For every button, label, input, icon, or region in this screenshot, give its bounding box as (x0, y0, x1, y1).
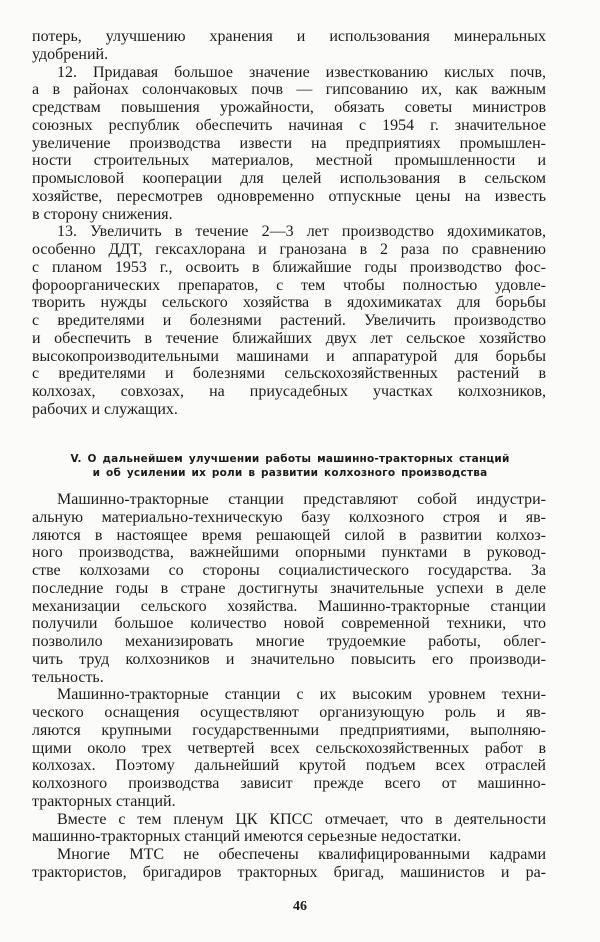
text-line: особенно ДДТ, гексахлорана и гранозана в 2 раза по сравнению (32, 241, 546, 258)
text-line: 13. Увеличить в течение 2—3 лет производство ядохимикатов, (57, 223, 546, 241)
text-line: Вместе с тем пленум ЦК КПСС отмечает, что в деятельности (57, 810, 546, 828)
paragraph (32, 811, 546, 847)
text-line: высокопроизводительными машинами и аппаратурой для борьбы (32, 347, 546, 365)
text-line: колхозах. Поэтому дальнейший крутой подъем всех отраслей (32, 757, 546, 775)
text-line: Машинно-тракторные станции с их высоким уровнем техни- (57, 686, 546, 704)
text-line: механизации сельского хозяйства. Машинно-тракторные станции (32, 597, 546, 615)
text-line: получили большое количество новой современной техники, что (32, 615, 546, 633)
text-line: трактористов, бригадиров тракторных бригад, машинистов и ра- (32, 863, 546, 881)
section-heading (40, 453, 540, 480)
paragraph (32, 491, 546, 686)
text-line: Многие МТС не обеспечены квалифицированными кадрами (57, 846, 546, 863)
text-line: с вредителями и болезнями растений. Увеличить производство (32, 312, 546, 329)
text-line: союзных республик обеспечить начиная с 1954 г. значительное (32, 116, 546, 134)
top-text-section (32, 28, 546, 419)
text-line: тельность. (32, 668, 104, 686)
text-line: колхозного производства зависит прежде всего от машинно- (32, 775, 546, 792)
text-line: творить нужды сельского хозяйства в ядохимикатах для борьбы (32, 294, 546, 312)
page-number: 46 (293, 899, 307, 914)
text-line: Машинно-тракторные станции представляют собой индустри- (57, 491, 546, 508)
text-line: хозяйстве, пересмотрев одновременно отпускные цены на известь (32, 187, 546, 205)
text-line: с планом 1953 г., освоить в ближайшие годы производство фос- (32, 258, 546, 276)
text-line: промысловой кооперации для целей использования в сельском (32, 170, 546, 187)
text-line: увеличение производства извести на предприятиях промышлен- (32, 134, 546, 152)
text-line: колхозах, совхозах, на приусадебных участках колхозников, (32, 383, 546, 400)
text-line: рабочих и служащих. (32, 400, 178, 418)
text-line: стве колхозами со стороны социалистического государства. За (32, 562, 546, 579)
text-line: а в районах солончаковых почв — гипсованию их, как важным (32, 81, 546, 99)
text-line: ности строительных материалов, местной промышленности и (32, 152, 546, 170)
text-line: щими около трех четвертей всех сельскохозяйственных работ в (32, 739, 546, 757)
text-line: в сторону снижения. (32, 205, 173, 223)
text-line: и обеспечить в течение ближайших двух лет сельское хозяйство (32, 329, 546, 347)
text-line: машинно-тракторных станций имеются серьезные недостатки. (32, 828, 462, 846)
text-line: ляются в настоящее время решающей силой в развитии колхоз- (32, 526, 546, 544)
text-line: потерь, улучшению хранения и использования минеральных (32, 28, 546, 45)
text-line: ческого оснащения осуществляют организующую роль и яв- (32, 704, 546, 721)
section-heading-line: и об усилении их роли в развитии колхозного производства (92, 466, 488, 479)
text-line: ного производства, важнейшими опорными пунктами в руковод- (32, 544, 546, 562)
paragraph (32, 28, 546, 64)
paragraph (32, 686, 546, 810)
text-line: фороорганических препаратов, с тем чтобы полностью удовле- (32, 276, 546, 294)
body-text-section (32, 491, 546, 882)
text-line: чить труд колхозников и значительно повысить его производи- (32, 650, 546, 668)
text-line: удобрений. (32, 45, 109, 63)
text-line: альную материально-техническую базу колхозного строя и яв- (32, 508, 546, 526)
text-line: ляются крупными государственными предприятиями, выполняю- (32, 721, 546, 739)
paragraph (32, 223, 546, 418)
text-line: средствам повышения урожайности, обязать советы министров (32, 99, 546, 116)
paragraph (32, 846, 546, 882)
paragraph (32, 64, 546, 224)
text-line: 12. Придавая большое значение известкованию кислых почв, (57, 63, 546, 81)
text-line: позволило механизировать многие трудоемкие работы, облег- (32, 633, 546, 650)
text-line: с вредителями и болезнями сельскохозяйственных растений в (32, 365, 546, 383)
text-line: последние годы в стране достигнуты значительные успехи в деле (32, 579, 546, 597)
text-line: тракторных станций. (32, 792, 176, 810)
section-heading-line: V. О дальнейшем улучшении работы машинно-тракторных станций (70, 453, 510, 465)
